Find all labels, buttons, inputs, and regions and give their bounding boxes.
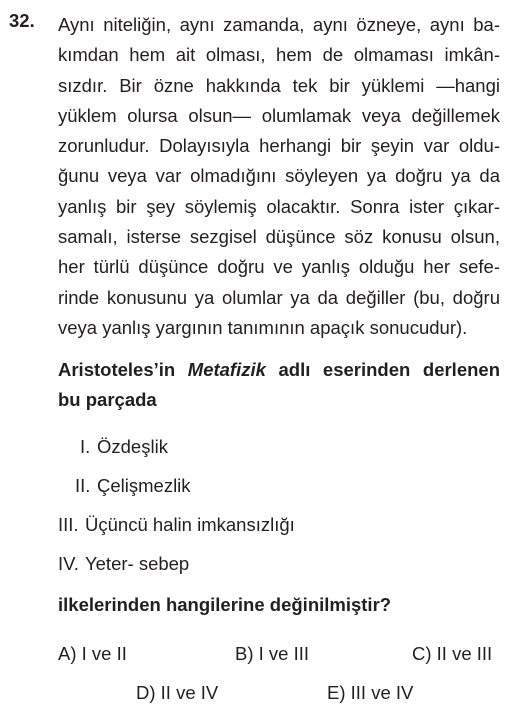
- option-label: B): [235, 643, 254, 664]
- option-text: II ve III: [436, 643, 493, 664]
- paragraph-line: sızdır. Bir özne hakkında tek bir yüklemi —hangi: [58, 74, 500, 96]
- item-text-4: Yeter- sebep: [85, 553, 190, 574]
- option-text: III ve IV: [350, 682, 414, 703]
- stem-book-title: Metafizik: [187, 359, 266, 380]
- item-text-2: Çelişmezlik: [97, 475, 191, 496]
- item-roman-4: IV.: [58, 553, 79, 574]
- option-label: A): [58, 643, 77, 664]
- paragraph-line: rinde konusunu ya olumlar ya da değiller (bu, doğru: [58, 286, 500, 308]
- item-text-1: Özdeşlik: [97, 436, 168, 457]
- paragraph-line: kımdan hem ait olması, hem de olmaması imkân-: [58, 44, 500, 66]
- paragraph-line: yanlış bir şey söylemiş olacaktır. Sonra ister çıkar-: [58, 195, 500, 217]
- paragraph-line: her türlü düşünce doğru ve yanlış olduğu her sefe-: [58, 256, 500, 278]
- paragraph-line: Aynı niteliğin, aynı zamanda, aynı özneye, aynı ba-: [58, 14, 500, 35]
- option-b[interactable]: [235, 643, 309, 665]
- paragraph-line: zorunludur. Dolayısıyla herhangi bir şeyin var oldu-: [58, 135, 500, 157]
- stem-line: [58, 355, 500, 385]
- item-roman-1: I.: [80, 436, 91, 457]
- option-d[interactable]: [136, 682, 218, 704]
- paragraph-line: ğunu veya var olmadığını söyleyen ya doğru ya da: [58, 165, 500, 187]
- option-label: C): [412, 643, 432, 664]
- paragraph-line: veya yanlış yargının tanımının apaçık sonucudur).: [58, 316, 468, 338]
- question-closing: ilkelerinden hangilerine değinilmiştir?: [58, 594, 392, 615]
- stem-line-2: bu parçada: [58, 389, 157, 410]
- option-label: E): [327, 682, 346, 703]
- paragraph-line: samalı, isterse sezgisel düşünce söz konusu olsun,: [58, 226, 500, 248]
- option-label: D): [136, 682, 156, 703]
- option-text: I ve III: [258, 643, 310, 664]
- paragraph-line: yüklem olursa olsun— olumlamak veya değillemek: [58, 104, 500, 126]
- question-paragraph: [58, 10, 500, 343]
- stem-prefix: Aristoteles’in: [58, 359, 188, 380]
- option-text: I ve II: [81, 643, 127, 664]
- item-text-3: Üçüncü halin imkansızlığı: [85, 514, 295, 535]
- item-roman-3: III.: [58, 514, 79, 535]
- option-c[interactable]: [412, 643, 492, 665]
- stem-suffix: adlı eserinden derlenen: [265, 359, 501, 380]
- question-number: 32.: [9, 10, 35, 31]
- option-text: II ve IV: [160, 682, 219, 703]
- option-e[interactable]: [327, 682, 413, 704]
- item-roman-2: II.: [75, 475, 91, 496]
- option-a[interactable]: [58, 643, 127, 665]
- question-stem: [58, 355, 500, 415]
